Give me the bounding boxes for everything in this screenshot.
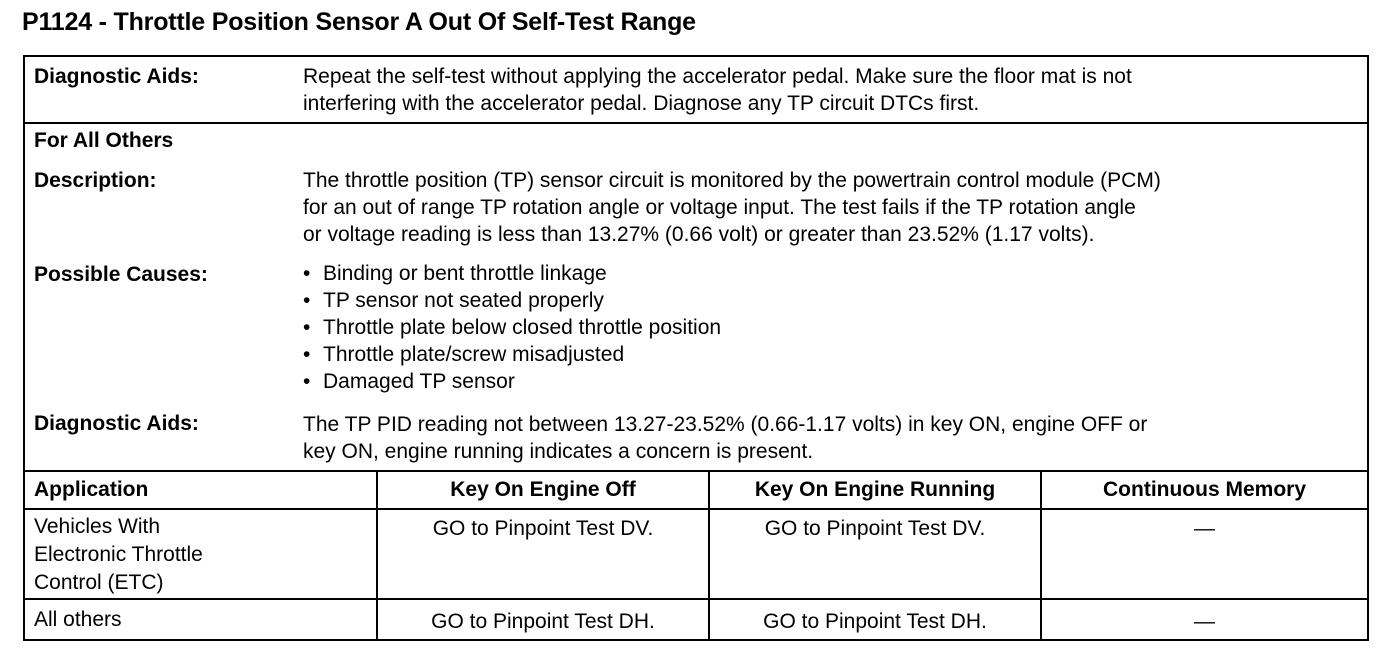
for-all-others-heading: For All Others (34, 129, 174, 152)
list-item (303, 368, 721, 395)
bullet-icon: • (303, 262, 311, 285)
cause-text: Binding or bent throttle linkage (323, 262, 607, 285)
table-cell-continuous-memory: — (1194, 610, 1215, 633)
application-line: Control (ETC) (34, 571, 164, 594)
bullet-icon: • (303, 289, 311, 312)
diagnostic-aids-text-1 (303, 63, 1132, 117)
description-line: or voltage reading is less than 13.27% (0.66 volt) or greater than 23.52% (1.17 volts). (303, 223, 1095, 246)
list-item (303, 260, 721, 287)
bullet-icon: • (303, 343, 311, 366)
table-header-application: Application (34, 478, 149, 501)
table-cell-koer: GO to Pinpoint Test DV. (764, 517, 986, 540)
page-title: P1124 - Throttle Position Sensor A Out Of Self-Test Range (22, 8, 696, 36)
cause-text: Throttle plate/screw misadjusted (323, 343, 625, 366)
table-header-divider (25, 508, 1367, 510)
list-item (303, 287, 721, 314)
cause-text: Throttle plate below closed throttle position (323, 316, 722, 339)
possible-causes-list (303, 260, 721, 395)
diagnostic-aids-line: interfering with the accelerator pedal. Diagnose any TP circuit DTCs first. (303, 92, 980, 115)
diagnostic-document-box (23, 55, 1369, 641)
description-line: for an out of range TP rotation angle or voltage input. The test fails if the TP rotation angle (303, 196, 1136, 219)
description-label: Description: (34, 169, 157, 192)
diagnostic-aids-label-2: Diagnostic Aids: (34, 412, 199, 435)
table-cell-koeo: GO to Pinpoint Test DH. (431, 610, 655, 633)
table-cell-application (34, 513, 203, 597)
description-line: The throttle position (TP) sensor circuit is monitored by the powertrain control module (PCM) (303, 169, 1161, 192)
application-line: Vehicles With (34, 515, 161, 538)
cause-text: TP sensor not seated properly (323, 289, 604, 312)
diagnostic-aids-line: key ON, engine running indicates a concern is present. (303, 440, 814, 463)
table-cell-application: All others (34, 608, 122, 631)
table-cell-koer: GO to Pinpoint Test DH. (763, 610, 987, 633)
application-line: Electronic Throttle (34, 543, 203, 566)
table-cell-koeo: GO to Pinpoint Test DV. (432, 517, 654, 540)
list-item (303, 341, 721, 368)
table-row-divider (25, 598, 1367, 600)
table-header-koer: Key On Engine Running (754, 478, 996, 501)
diagnostic-aids-text-2 (303, 411, 1147, 465)
table-header-koeo: Key On Engine Off (450, 478, 636, 501)
section-divider (25, 122, 1367, 124)
list-item (303, 314, 721, 341)
possible-causes-label: Possible Causes: (34, 263, 208, 286)
diagnostic-aids-line: The TP PID reading not between 13.27-23.52% (0.66-1.17 volts) in key ON, engine OFF or (303, 413, 1148, 436)
description-text (303, 167, 1161, 248)
table-header-continuous-memory: Continuous Memory (1103, 478, 1306, 501)
bullet-icon: • (303, 316, 311, 339)
table-top-border (25, 470, 1367, 472)
diagnostic-aids-line: Repeat the self-test without applying the accelerator pedal. Make sure the floor mat is not (303, 65, 1132, 88)
bullet-icon: • (303, 370, 311, 393)
cause-text: Damaged TP sensor (323, 370, 515, 393)
table-cell-continuous-memory: — (1194, 517, 1215, 540)
diagnostic-aids-label-1: Diagnostic Aids: (34, 65, 199, 88)
